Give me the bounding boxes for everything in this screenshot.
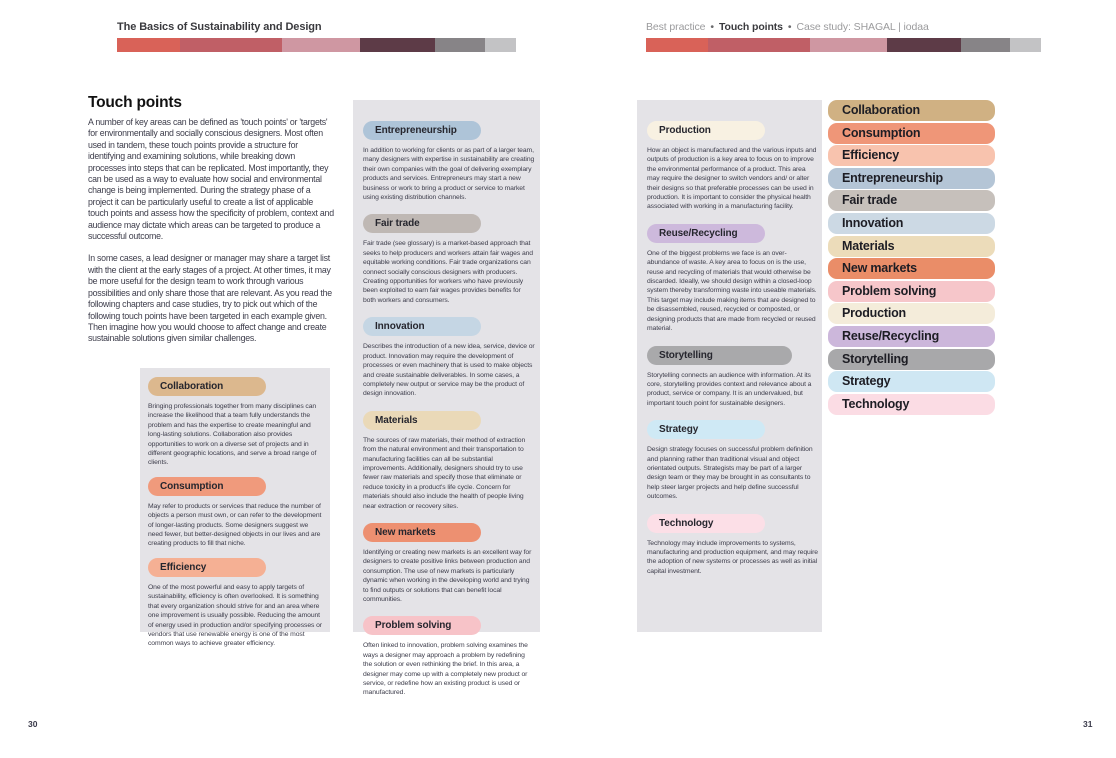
color-bar-segment (646, 38, 708, 52)
touchpoint-entry (363, 317, 535, 398)
touchpoint-entry (647, 514, 818, 577)
touchpoint-pill-production: Production (647, 121, 765, 140)
touchpoint-description: One of the biggest problems we face is an over-abundance of waste. A key area to focus on is the use, reuse and recycling of materials that would otherwise be discarded. Ideally, we should design within a closed-loop system thereby transforming waste into useable materials. This target may include making items that are designed to be disassembled, reused, recycled or composted, or designing products that are made from recycled or reused material. (647, 249, 817, 333)
touchpoint-pill-technology: Technology (647, 514, 765, 533)
index-pill-fair-trade: Fair trade (828, 190, 995, 211)
index-pill-efficiency: Efficiency (828, 145, 995, 166)
touchpoint-description: Design strategy focuses on successful problem definition and planning rather than traditional visual and object orientated outputs. Strategists may be part of a larger design team or they may be brought in as consultants to help steer larger projects and help define successful outcomes. (647, 446, 813, 501)
touchpoint-entry (363, 121, 535, 202)
touchpoint-entry (363, 411, 530, 511)
page-number-right: 31 (1083, 719, 1093, 729)
index-pill-consumption: Consumption (828, 123, 995, 144)
color-bar-segment (887, 38, 961, 52)
left-page-header: The Basics of Sustainability and Design (117, 21, 322, 33)
touchpoint-pill-consumption: Consumption (148, 477, 266, 496)
touchpoint-description: Often linked to innovation, problem solving examines the ways a designer may approach a problem by redefining the solution or even rethinking the brief. In this area, a designer may come up with a completely new product or service, or redefine how an existing product is used or manufactured. (363, 642, 528, 697)
page-number-left: 30 (28, 719, 38, 729)
touchpoint-description: In addition to working for clients or as part of a larger team, many designers with expertise in sustainability are creating their own companies with the goal of delivering exemplary products and services. Entrepreneurs may start a new business or work to bring a product or service to market using existing distribution channels. (363, 147, 535, 202)
touchpoint-description: Technology may include improvements to systems, manufacturing and production equipment, and may require the adoption of new systems or processes as well as initial capital investment. (647, 539, 818, 575)
touchpoint-description: May refer to products or services that reduce the number of objects a person must own, or can refer to the development of longer-lasting products. Some designers suggest we need fewer, but better-designed objects in our lives and are creating products to fill that niche. (148, 502, 322, 548)
touchpoints-column-3 (637, 100, 822, 632)
touchpoint-pill-materials: Materials (363, 411, 481, 430)
color-bar-segment (810, 38, 887, 52)
touchpoint-description: Identifying or creating new markets is an excellent way for designers to create positive links between production and consumption. The use of new markets is particularly dynamic when working in the developing world and trying to find outputs or solutions that can benefit local communities. (363, 548, 532, 603)
touchpoint-entry (647, 121, 817, 212)
touchpoint-pill-new-markets: New markets (363, 523, 481, 542)
touchpoint-pill-problem-solving: Problem solving (363, 616, 481, 635)
touchpoint-entry (148, 558, 322, 649)
color-bar-segment (117, 38, 180, 52)
index-pill-technology: Technology (828, 394, 995, 415)
index-pill-collaboration: Collaboration (828, 100, 995, 121)
touchpoints-column-1 (140, 368, 330, 648)
intro-paragraph-2: In some cases, a lead designer or manager may share a target list with the client at the early stages of a project. At other times, it may be more useful for the design team to work through various possibilities and only share those that are relevant. As you read the following chapters and case studies, try to pick out which of the following touch points have been targeted in each example given. Then imagine how you would choose to affect change and create sustainable solutions given similar challenges. (88, 253, 332, 344)
color-bar-segment (708, 38, 809, 52)
touchpoint-entry (647, 224, 817, 334)
breadcrumb-separator: • (787, 21, 792, 33)
left-color-bar (117, 38, 516, 52)
touchpoint-description: One of the most powerful and easy to apply targets of sustainability, efficiency is often overlooked. It is something that every organization should strive for and an area where one improvement is usually possible. Reducing the amount of energy used in production and/or specifying processes or vendors that use renewable energy is one of the most common ways to achieve greater efficiency. (148, 583, 322, 648)
touchpoint-entry (363, 214, 533, 305)
index-pill-innovation: Innovation (828, 213, 995, 234)
index-pill-reuse-recycling: Reuse/Recycling (828, 326, 995, 347)
intro-paragraph-1: A number of key areas can be defined as 'touch points' or 'targets' for environmentally and socially conscious designers. Most often used in tandem, these touch points provide a structure for identifying and examining solutions, while breaking down processes into steps that can be replicated. Most importantly, they can be used as a way to evaluate how social and environmental change is being implemented. During the strategy phase of a project it can be particularly useful to create a list of applicable touch points and assess how the specificity of problem, context and audience may dictate which areas can be targeted to produce a successful outcome. (88, 117, 334, 242)
touchpoint-pill-innovation: Innovation (363, 317, 481, 336)
breadcrumb-separator: • (710, 21, 714, 33)
color-bar-segment (435, 38, 485, 52)
color-bar-segment (282, 38, 360, 52)
touchpoint-entry (647, 420, 812, 501)
index-pill-materials: Materials (828, 236, 995, 257)
intro-text (88, 117, 335, 356)
index-pill-problem-solving: Problem solving (828, 281, 995, 302)
breadcrumb-best-practice: Best practice (646, 21, 706, 33)
touchpoint-description: Fair trade (see glossary) is a market-based approach that seeks to help producers and workers attain fair wages and equitable working conditions. Fair trade organizations can connect socially conscious designers with producers. Creating opportunities for workers who have previously been exploited to earn fair wages provides benefits for both workers and consumers. (363, 240, 533, 304)
right-color-bar (646, 38, 1041, 52)
index-pill-new-markets: New markets (828, 258, 995, 279)
touchpoint-entry (363, 523, 530, 604)
touchpoint-entry (148, 377, 322, 468)
color-bar-segment (360, 38, 435, 52)
touchpoint-entry (363, 616, 530, 697)
color-bar-segment (485, 38, 516, 52)
index-pill-strategy: Strategy (828, 371, 995, 392)
touchpoint-entry (647, 346, 812, 409)
color-bar-segment (180, 38, 282, 52)
touchpoint-pill-fair-trade: Fair trade (363, 214, 481, 233)
touchpoint-description: Bringing professionals together from many disciplines can increase the likelihood that a team fully understands the problem and has the expertise to create meaningful and long-lasting solutions. Collaboration also provides opportunities to work on a diverse set of projects and in different geographic locations, and serve a broad range of clients. (148, 403, 317, 467)
touchpoint-entry (148, 477, 322, 549)
index-pill-storytelling: Storytelling (828, 349, 995, 370)
touchpoint-pill-collaboration: Collaboration (148, 377, 266, 396)
page-title: Touch points (88, 94, 182, 111)
breadcrumb-touch-points: Touch points (718, 21, 783, 33)
touchpoint-pill-strategy: Strategy (647, 420, 765, 439)
touchpoint-pill-reuse-recycling: Reuse/Recycling (647, 224, 765, 243)
touchpoint-pill-entrepreneurship: Entrepreneurship (363, 121, 481, 140)
touchpoint-description: The sources of raw materials, their method of extraction from the natural environment and their transportation to manufacturing facilities can all be substantial improvements. Additionally, designers should try to use fewer raw materials and specify those that eliminate or reduce toxicity in a product's life cycle. Concern for materials should also include the health of people living near extraction or recovery sites. (363, 436, 526, 510)
touchpoint-description: Describes the introduction of a new idea, service, device or product. Innovation may require the development of processes or even machinery that is used to make objects and create sustainable deliverables. In some cases, a completely new output or service may be the product of design innovation. (363, 343, 535, 398)
touchpoint-description: Storytelling connects an audience with information. At its core, storytelling provides context and relevance about a product, service or company. It is an undervalued, but important touch point for sustainable designers. (647, 371, 812, 407)
index-pill-production: Production (828, 303, 995, 324)
index-pill-entrepreneurship: Entrepreneurship (828, 168, 995, 189)
touchpoint-description: How an object is manufactured and the various inputs and outputs of production is a key area to focus on to improve the environmental performance of a product. This area may require the designer to switch vendors and/ or alter their designs so that preferable processes can be used in production. It is important to consider the physical health associated with working in a manufacturing facility. (647, 147, 817, 211)
breadcrumb-case-study: Case study: SHAGAL | iodaa (796, 21, 929, 33)
color-bar-segment (961, 38, 1010, 52)
color-bar-segment (1010, 38, 1041, 52)
touchpoint-pill-efficiency: Efficiency (148, 558, 266, 577)
touchpoints-column-2 (353, 100, 540, 697)
touchpoint-pill-storytelling: Storytelling (647, 346, 792, 365)
touchpoints-index-list (828, 100, 995, 416)
breadcrumb (646, 21, 929, 33)
